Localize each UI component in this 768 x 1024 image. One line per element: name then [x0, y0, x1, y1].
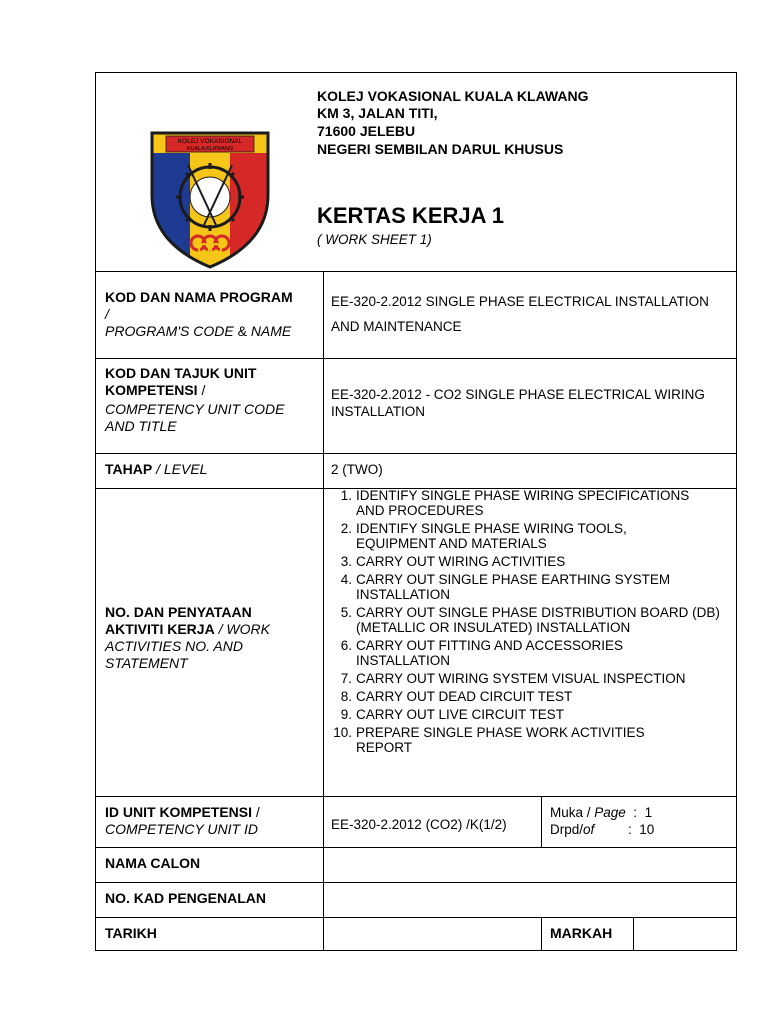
activity-item: 1. IDENTIFY SINGLE PHASE WIRING SPECIFICATIONS AND PROCEDURES [340, 488, 690, 518]
competency-unit-value: EE-320-2.2012 - CO2 SINGLE PHASE ELECTRICAL WIRING INSTALLATION [331, 387, 705, 419]
worksheet-title: KERTAS KERJA 1 [317, 203, 505, 228]
activity-item: 4. CARRY OUT SINGLE PHASE EARTHING SYSTEM INSTALLATION [340, 572, 671, 602]
address-line-1: KM 3, JALAN TITI, [317, 105, 438, 121]
activity-item: 10. PREPARE SINGLE PHASE WORK ACTIVITIES REPORT [333, 725, 645, 755]
activity-item: 9. CARRY OUT LIVE CIRCUIT TEST [340, 707, 565, 722]
logo-text-bottom: KUALA KLAWANG [186, 146, 234, 152]
address-line-3: NEGERI SEMBILAN DARUL KHUSUS [317, 141, 564, 157]
unit-id-value: EE-320-2.2012 (CO2) /K(1/2) [331, 817, 507, 832]
logo-text-top: KOLEJ VOKASIONAL [177, 138, 243, 145]
date-label: TARIKH [105, 925, 157, 941]
marks-label: MARKAH [550, 925, 613, 941]
level-label: TAHAP / LEVEL [105, 461, 208, 477]
ic-number-field[interactable] [331, 890, 731, 910]
unit-id-label: ID UNIT KOMPETENSI / COMPETENCY UNIT ID [105, 804, 260, 837]
ic-number-label: NO. KAD PENGENALAN [105, 890, 267, 906]
activity-item: 7. CARRY OUT WIRING SYSTEM VISUAL INSPECTION [340, 671, 686, 686]
activity-item: 6. CARRY OUT FITTING AND ACCESSORIES INSTALLATION [340, 638, 624, 668]
level-value: 2 (TWO) [331, 462, 383, 477]
college-crest-logo [148, 125, 272, 269]
program-label: KOD DAN NAMA PROGRAM / PROGRAM'S CODE & NAME [105, 289, 293, 339]
activity-item: 5. CARRY OUT SINGLE PHASE DISTRIBUTION BOARD (DB) (METALLIC OR INSULATED) INSTALLATION [340, 605, 720, 635]
activities-label: NO. DAN PENYATAAN AKTIVITI KERJA / WORK ACTIVITIES NO. AND STATEMENT [105, 604, 270, 671]
date-field[interactable] [331, 925, 531, 945]
marks-field[interactable] [641, 925, 731, 945]
worksheet-form [95, 72, 737, 951]
candidate-name-label: NAMA CALON [105, 855, 201, 871]
worksheet-subtitle: ( WORK SHEET 1) [317, 232, 432, 247]
address-line-2: 71600 JELEBU [317, 123, 416, 139]
competency-unit-label: KOD DAN TAJUK UNIT KOMPETENSI / COMPETENCY UNIT CODE AND TITLE [105, 365, 285, 434]
activity-item: 3. CARRY OUT WIRING ACTIVITIES [340, 554, 566, 569]
activities-list [328, 488, 733, 758]
activity-item: 8. CARRY OUT DEAD CIRCUIT TEST [340, 689, 573, 704]
activity-item: 2. IDENTIFY SINGLE PHASE WIRING TOOLS, EQUIPMENT AND MATERIALS [340, 521, 627, 551]
page-number: Muka / Page : 1 [550, 805, 653, 820]
school-name: KOLEJ VOKASIONAL KUALA KLAWANG [317, 88, 589, 104]
program-value: EE-320-2.2012 SINGLE PHASE ELECTRICAL INSTALLATION AND MAINTENANCE [331, 294, 709, 334]
page-total: Drpd/of : 10 [550, 822, 655, 837]
candidate-name-field[interactable] [331, 855, 731, 875]
